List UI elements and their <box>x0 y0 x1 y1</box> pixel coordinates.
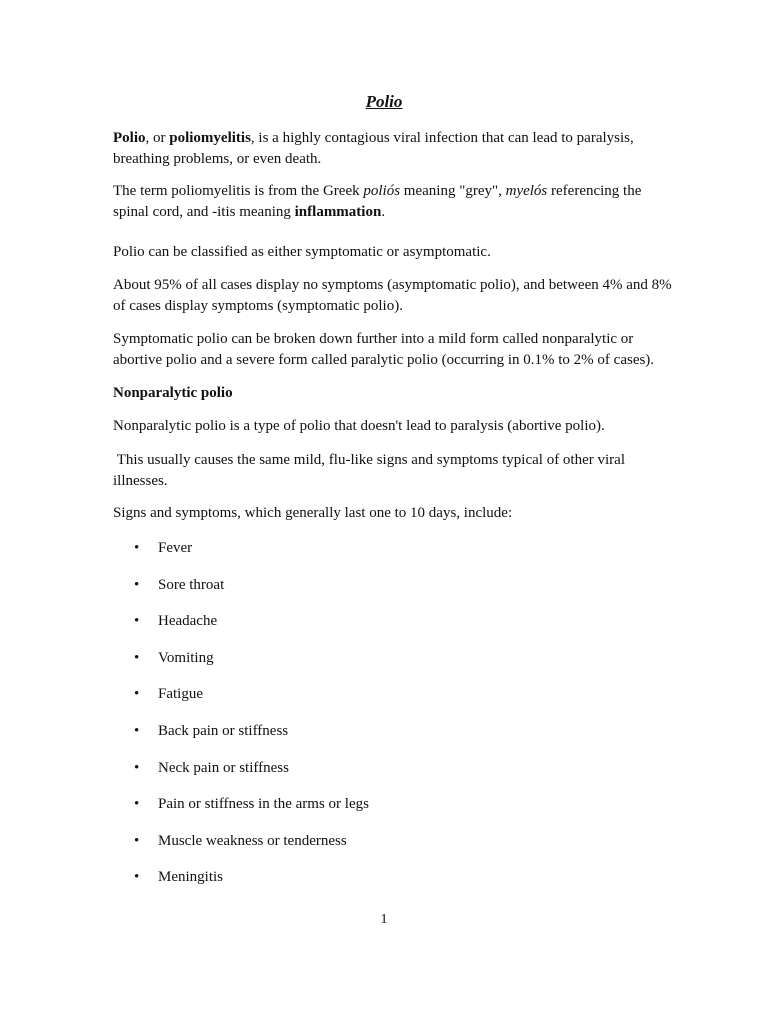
term-poliomyelitis: poliomyelitis <box>169 130 251 146</box>
etymology-part3: referencing the spinal cord, and -itis meaning <box>113 183 642 220</box>
section-heading: Nonparalytic polio <box>113 385 233 401</box>
symptom-text: Vomiting <box>158 649 214 666</box>
bullet-icon: • <box>134 869 140 886</box>
symptom-text: Fever <box>158 540 193 556</box>
symptom-text: Headache <box>158 613 218 630</box>
flu-like-paragraph: This usually causes the same mild, flu-like signs and symptoms typical of other viral illnesses. <box>113 452 629 489</box>
forms-paragraph: Symptomatic polio can be broken down further into a mild form called nonparalytic or abortive polio and a severe form called paralytic polio (occurring in 0.1% to 2% of cases). <box>113 331 655 368</box>
bullet-icon: • <box>134 613 140 630</box>
symptom-text: Pain or stiffness in the arms or legs <box>158 796 369 813</box>
term-inflammation: inflammation <box>294 204 382 220</box>
etymology-end: . <box>381 204 386 220</box>
intro-rest: , is a highly contagious viral infection that can lead to paralysis, breathing problems, or even death. <box>113 130 634 167</box>
bullet-icon: • <box>134 649 140 666</box>
term-polio: Polio <box>113 130 146 146</box>
bullet-icon: • <box>134 686 140 703</box>
document-title: Polio <box>365 92 403 111</box>
signs-intro: Signs and symptoms, which generally last one to 10 days, include: <box>113 505 513 521</box>
page-number: 1 <box>380 912 388 927</box>
greek-polios: poliós <box>363 183 401 199</box>
nonparalytic-definition: Nonparalytic polio is a type of polio that doesn't lead to paralysis (abortive polio). <box>113 418 605 434</box>
stats-paragraph: About 95% of all cases display no symptoms (asymptomatic polio), and between 4% and 8% of cases display symptoms (symptomatic polio). <box>113 277 672 314</box>
bullet-icon: • <box>134 796 140 813</box>
etymology-part2: meaning "grey", <box>400 183 506 199</box>
symptom-text: Fatigue <box>158 686 203 703</box>
intro-separator: , or <box>145 130 170 146</box>
greek-myelos: myelós <box>505 183 548 199</box>
symptom-text: Sore throat <box>158 576 225 593</box>
etymology-paragraph <box>113 181 673 223</box>
symptom-text: Meningitis <box>158 869 224 886</box>
bullet-icon: • <box>134 722 140 739</box>
bullet-icon: • <box>134 759 140 776</box>
symptom-text: Neck pain or stiffness <box>158 759 289 776</box>
classification-paragraph: Polio can be classified as either symptomatic or asymptomatic. <box>113 244 491 260</box>
intro-paragraph <box>113 128 673 170</box>
bullet-icon: • <box>134 540 140 556</box>
bullet-icon: • <box>134 832 140 849</box>
symptom-text: Muscle weakness or tenderness <box>158 832 347 849</box>
etymology-part1: The term poliomyelitis is from the Greek <box>113 183 364 199</box>
bullet-icon: • <box>134 576 140 593</box>
symptom-text: Back pain or stiffness <box>158 722 289 739</box>
